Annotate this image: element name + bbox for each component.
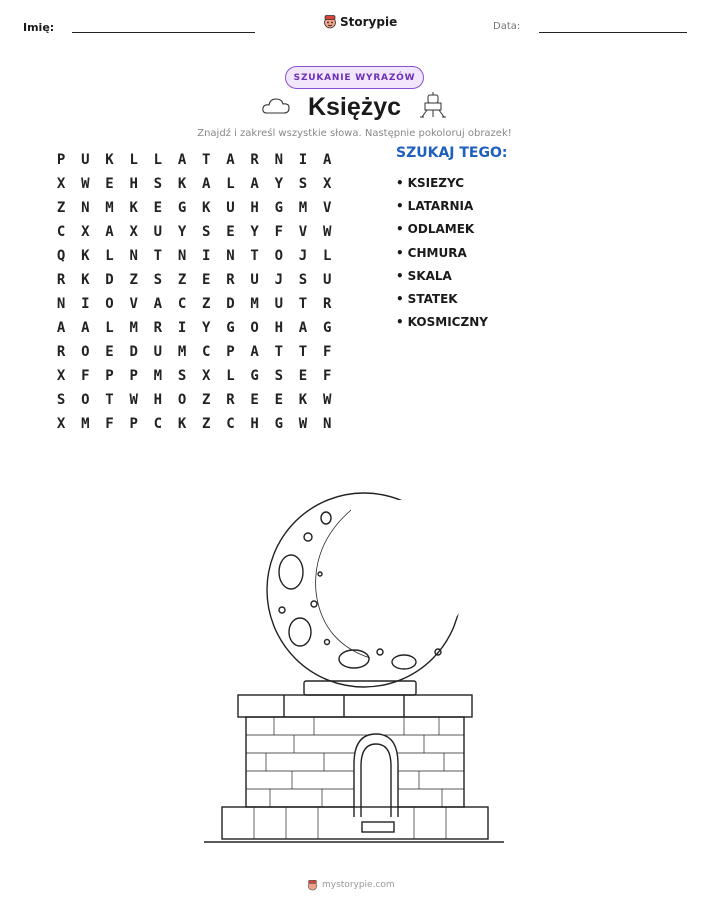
grid-cell[interactable]: X — [322, 176, 332, 192]
grid-cell[interactable]: I — [202, 248, 211, 264]
word-label: ODLAMEK — [407, 222, 475, 237]
grid-cell[interactable]: M — [129, 320, 138, 336]
grid-cell[interactable]: K — [129, 200, 138, 216]
word-list-item — [396, 171, 488, 194]
grid-cell[interactable]: Z — [202, 392, 211, 408]
grid-cell[interactable]: K — [177, 416, 187, 432]
grid-cell[interactable]: A — [250, 176, 259, 192]
bullet-icon: • — [396, 268, 404, 283]
grid-cell[interactable]: W — [129, 392, 138, 408]
grid-cell[interactable]: R — [250, 152, 259, 168]
grid-cell[interactable]: C — [202, 344, 211, 360]
grid-cell[interactable]: I — [177, 320, 187, 336]
bullet-icon: • — [396, 198, 404, 213]
grid-cell[interactable]: E — [105, 176, 114, 192]
grid-cell[interactable]: W — [298, 416, 308, 432]
grid-cell[interactable]: X — [202, 368, 211, 384]
grid-cell[interactable]: E — [226, 224, 235, 240]
grid-cell[interactable]: N — [177, 248, 187, 264]
grid-cell[interactable]: O — [105, 296, 114, 312]
grid-cell[interactable]: P — [56, 152, 66, 168]
grid-cell[interactable]: Z — [177, 272, 187, 288]
grid-cell[interactable]: H — [153, 392, 163, 408]
grid-cell[interactable]: V — [298, 224, 308, 240]
grid-cell[interactable]: H — [250, 200, 259, 216]
grid-cell[interactable]: S — [153, 272, 163, 288]
grid-cell[interactable]: R — [226, 272, 235, 288]
moon-on-pedestal-icon — [204, 492, 504, 847]
page-title: Księżyc — [307, 93, 402, 121]
grid-cell[interactable]: S — [274, 368, 283, 384]
grid-cell[interactable]: Z — [56, 200, 66, 216]
grid-cell[interactable]: E — [202, 272, 211, 288]
grid-cell[interactable]: C — [56, 224, 66, 240]
word-list-item — [396, 218, 488, 241]
grid-cell[interactable]: O — [81, 392, 90, 408]
grid-cell[interactable]: E — [250, 392, 259, 408]
grid-cell[interactable]: N — [226, 248, 235, 264]
grid-cell[interactable]: X — [129, 224, 138, 240]
word-label: LATARNIA — [407, 198, 474, 213]
grid-cell[interactable]: R — [153, 320, 163, 336]
grid-cell[interactable]: R — [56, 344, 66, 360]
grid-cell[interactable]: G — [177, 200, 187, 216]
grid-cell[interactable]: H — [274, 320, 283, 336]
grid-cell[interactable]: X — [56, 368, 66, 384]
grid-cell[interactable]: L — [153, 152, 163, 168]
grid-cell[interactable]: U — [274, 296, 283, 312]
word-label: CHMURA — [407, 245, 467, 260]
grid-cell[interactable]: P — [129, 368, 138, 384]
grid-cell[interactable]: A — [153, 296, 163, 312]
footer — [307, 879, 395, 891]
grid-cell[interactable]: E — [153, 200, 163, 216]
grid-cell[interactable]: K — [298, 392, 308, 408]
word-list-item — [396, 241, 488, 264]
grid-cell[interactable]: R — [322, 296, 332, 312]
brand-name: Storypie — [340, 14, 398, 29]
grid-cell[interactable]: D — [226, 296, 235, 312]
grid-cell[interactable]: R — [56, 272, 66, 288]
grid-cell[interactable]: S — [298, 272, 308, 288]
word-list-item — [396, 287, 488, 310]
grid-cell[interactable]: M — [153, 368, 163, 384]
word-list — [396, 171, 488, 334]
grid-cell[interactable]: O — [274, 248, 283, 264]
word-list-item — [396, 311, 488, 334]
grid-cell[interactable]: M — [105, 200, 114, 216]
footer-url: mystorypie.com — [322, 880, 395, 890]
grid-cell[interactable]: O — [81, 344, 90, 360]
grid-cell[interactable]: Y — [250, 224, 259, 240]
grid-cell[interactable]: U — [250, 272, 259, 288]
grid-cell[interactable]: T — [105, 392, 114, 408]
grid-cell[interactable]: C — [226, 416, 235, 432]
grid-cell[interactable]: W — [322, 224, 332, 240]
grid-cell[interactable]: Y — [177, 224, 187, 240]
grid-cell[interactable]: A — [250, 344, 259, 360]
grid-cell[interactable]: A — [226, 152, 235, 168]
grid-cell[interactable]: N — [322, 416, 332, 432]
brand-logo — [323, 14, 397, 29]
grid-cell[interactable]: Z — [202, 416, 211, 432]
grid-cell[interactable]: L — [129, 152, 138, 168]
name-label: Imię: — [23, 21, 55, 34]
grid-cell[interactable]: I — [298, 152, 308, 168]
grid-cell[interactable]: X — [56, 416, 66, 432]
grid-cell[interactable]: S — [177, 368, 187, 384]
bullet-icon: • — [396, 315, 404, 330]
grid-cell[interactable]: D — [129, 344, 138, 360]
worksheet-type-badge: SZUKANIE WYRAZÓW — [285, 66, 424, 89]
grid-cell[interactable]: T — [202, 152, 211, 168]
bullet-icon: • — [396, 292, 404, 307]
grid-cell[interactable]: S — [202, 224, 211, 240]
grid-cell[interactable]: F — [322, 368, 332, 384]
grid-cell[interactable]: P — [129, 416, 138, 432]
grid-cell[interactable]: O — [177, 392, 187, 408]
grid-cell[interactable]: T — [298, 296, 308, 312]
grid-cell[interactable]: M — [298, 200, 308, 216]
storypie-mascot-icon — [307, 879, 318, 891]
grid-cell[interactable]: T — [250, 248, 259, 264]
grid-cell[interactable]: V — [129, 296, 138, 312]
grid-cell[interactable]: L — [226, 176, 235, 192]
word-label: KSIEZYC — [407, 175, 465, 190]
grid-cell[interactable]: N — [274, 152, 283, 168]
grid-cell[interactable]: S — [298, 176, 308, 192]
grid-cell[interactable]: O — [250, 320, 259, 336]
word-list-title: SZUKAJ TEGO: — [396, 145, 508, 161]
grid-cell[interactable]: H — [250, 416, 259, 432]
grid-cell[interactable]: T — [298, 344, 308, 360]
grid-cell[interactable]: U — [153, 224, 163, 240]
grid-cell[interactable]: U — [226, 200, 235, 216]
instructions: Znajdź i zakreśl wszystkie słowa. Następnie pokoloruj obrazek! — [197, 128, 512, 139]
grid-cell[interactable]: W — [81, 176, 90, 192]
grid-cell[interactable]: Y — [202, 320, 211, 336]
grid-cell[interactable]: L — [105, 320, 114, 336]
date-label: Data: — [493, 21, 521, 32]
grid-cell[interactable]: S — [153, 176, 163, 192]
grid-cell[interactable]: F — [105, 416, 114, 432]
grid-cell[interactable]: G — [274, 416, 283, 432]
grid-cell[interactable]: G — [322, 320, 332, 336]
grid-cell[interactable]: V — [322, 200, 332, 216]
grid-cell[interactable]: C — [153, 416, 163, 432]
grid-cell[interactable]: K — [81, 272, 90, 288]
grid-cell[interactable]: S — [56, 392, 66, 408]
grid-cell[interactable]: K — [81, 248, 90, 264]
grid-cell[interactable]: T — [153, 248, 163, 264]
grid-cell[interactable]: M — [177, 344, 187, 360]
grid-cell[interactable]: A — [202, 176, 211, 192]
grid-cell[interactable]: F — [322, 344, 332, 360]
word-label: SKALA — [407, 268, 452, 283]
grid-cell[interactable]: X — [81, 224, 90, 240]
word-label: STATEK — [407, 292, 458, 307]
grid-cell[interactable]: I — [81, 296, 90, 312]
grid-cell[interactable]: A — [177, 152, 187, 168]
grid-cell[interactable]: M — [81, 416, 90, 432]
grid-cell[interactable]: G — [226, 320, 235, 336]
bullet-icon: • — [396, 175, 404, 190]
grid-cell[interactable]: G — [274, 200, 283, 216]
name-line[interactable] — [72, 32, 255, 33]
grid-cell[interactable]: N — [56, 296, 66, 312]
grid-cell[interactable]: Y — [274, 176, 283, 192]
grid-cell[interactable]: C — [177, 296, 187, 312]
grid-cell[interactable]: K — [202, 200, 211, 216]
grid-cell[interactable]: A — [322, 152, 332, 168]
word-list-item — [396, 194, 488, 217]
grid-cell[interactable]: L — [322, 248, 332, 264]
grid-cell[interactable]: Q — [56, 248, 66, 264]
grid-cell[interactable]: E — [298, 368, 308, 384]
grid-cell[interactable]: N — [129, 248, 138, 264]
grid-cell[interactable]: E — [274, 392, 283, 408]
grid-cell[interactable]: T — [274, 344, 283, 360]
storypie-mascot-icon — [323, 14, 337, 29]
grid-cell[interactable]: F — [274, 224, 283, 240]
word-search-grid — [49, 148, 339, 436]
grid-cell[interactable]: L — [226, 368, 235, 384]
date-line[interactable] — [539, 32, 687, 33]
grid-cell[interactable]: N — [81, 200, 90, 216]
grid-cell[interactable]: L — [105, 248, 114, 264]
word-list-item — [396, 264, 488, 287]
grid-cell[interactable]: K — [105, 152, 114, 168]
grid-cell[interactable]: M — [250, 296, 259, 312]
grid-cell[interactable]: F — [81, 368, 90, 384]
grid-cell[interactable]: P — [226, 344, 235, 360]
bullet-icon: • — [396, 245, 404, 260]
grid-cell[interactable]: X — [56, 176, 66, 192]
grid-cell[interactable]: P — [105, 368, 114, 384]
word-label: KOSMICZNY — [407, 315, 488, 330]
grid-cell[interactable]: U — [81, 152, 90, 168]
bullet-icon: • — [396, 222, 404, 237]
grid-cell[interactable]: J — [274, 272, 283, 288]
grid-cell[interactable]: U — [153, 344, 163, 360]
grid-cell[interactable]: Z — [129, 272, 138, 288]
grid-cell[interactable]: D — [105, 272, 114, 288]
grid-cell[interactable]: A — [81, 320, 90, 336]
grid-cell[interactable]: A — [105, 224, 114, 240]
grid-cell[interactable]: R — [226, 392, 235, 408]
grid-cell[interactable]: A — [56, 320, 66, 336]
grid-cell[interactable]: J — [298, 248, 308, 264]
grid-cell[interactable]: U — [322, 272, 332, 288]
grid-cell[interactable]: W — [322, 392, 332, 408]
grid-cell[interactable]: E — [105, 344, 114, 360]
grid-cell[interactable]: H — [129, 176, 138, 192]
grid-cell[interactable]: A — [298, 320, 308, 336]
grid-cell[interactable]: K — [177, 176, 187, 192]
grid-cell[interactable]: Z — [202, 296, 211, 312]
grid-cell[interactable]: G — [250, 368, 259, 384]
